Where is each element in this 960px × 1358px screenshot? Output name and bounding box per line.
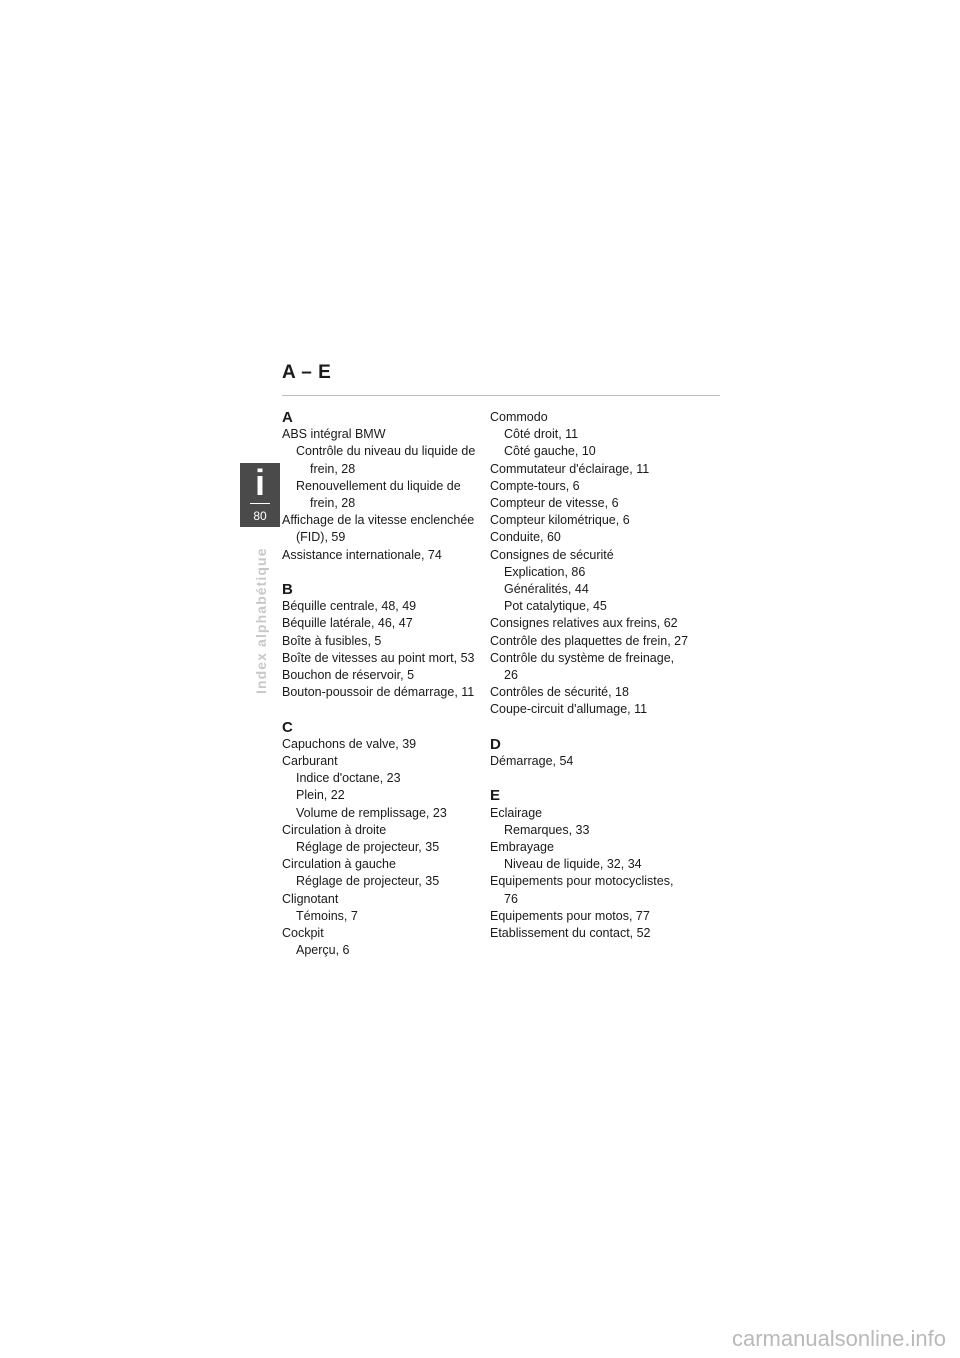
letter-heading: B — [282, 581, 293, 599]
index-subentry: Contrôle du niveau du liquide de frein, 28 — [296, 444, 476, 476]
index-subentry: Réglage de projecteur, 35 — [296, 874, 440, 889]
index-subentry: Côté gauche, 10 — [504, 444, 596, 459]
index-subentry: Aperçu, 6 — [296, 943, 350, 958]
index-entry: Contrôle des plaquettes de frein, 27 — [490, 633, 689, 648]
index-entry: Bouchon de réservoir, 5 — [282, 668, 415, 683]
index-entry: Consignes relatives aux freins, 62 — [490, 616, 678, 631]
index-entry: Compteur kilométrique, 6 — [490, 513, 630, 528]
index-group — [282, 719, 482, 960]
index-entry: Compte-tours, 6 — [490, 478, 580, 493]
index-subentry: Remarques, 33 — [504, 822, 590, 837]
index-entry: Consignes de sécurité — [490, 547, 614, 562]
index-entry: Etablissement du contact, 52 — [490, 926, 651, 941]
index-entry: Démarrage, 54 — [490, 754, 574, 769]
letter-heading: D — [490, 735, 501, 753]
index-entry: Compteur de vitesse, 6 — [490, 496, 619, 511]
info-icon: i — [254, 462, 265, 503]
letter-heading: E — [490, 787, 501, 805]
index-group — [490, 409, 690, 719]
index-entry: ABS intégral BMW — [282, 427, 386, 442]
index-entry: Equipements pour motos, 77 — [490, 908, 650, 923]
index-entry: Conduite, 60 — [490, 530, 561, 545]
index-entry: Contrôle du système de freinage, 26 — [490, 650, 675, 683]
index-subentry: Volume de remplissage, 23 — [296, 805, 447, 820]
index-entry: Boîte à fusibles, 5 — [282, 633, 382, 648]
page-title: A – E — [282, 362, 332, 383]
index-entry: Commodo — [490, 410, 548, 424]
section-label: Index alphabétique — [253, 547, 269, 694]
watermark: carmanualsonline.info — [731, 1326, 946, 1351]
index-entry: Circulation à gauche — [282, 857, 396, 872]
index-group — [282, 409, 482, 564]
index-entry: Commutateur d'éclairage, 11 — [490, 461, 650, 476]
index-subentry: Plein, 22 — [296, 788, 345, 803]
index-entry: Cockpit — [282, 926, 324, 941]
section-tab — [240, 463, 280, 527]
index-subentry: Indice d'octane, 23 — [296, 771, 401, 786]
index-group — [490, 736, 690, 770]
tab-divider — [250, 503, 270, 504]
index-subentry: Renouvellement du liquide de frein, 28 — [296, 478, 461, 511]
index-column-right — [490, 409, 690, 959]
page-number: 80 — [253, 509, 267, 523]
letter-heading: A — [282, 409, 293, 426]
index-subentry: Niveau de liquide, 32, 34 — [504, 857, 642, 872]
index-entry: Circulation à droite — [282, 822, 387, 837]
index-subentry: Réglage de projecteur, 35 — [296, 840, 440, 855]
letter-heading: C — [282, 718, 293, 736]
index-group — [282, 581, 482, 701]
index-subentry: Explication, 86 — [504, 564, 586, 579]
index-subentry: Pot catalytique, 45 — [504, 599, 607, 614]
index-entry: Bouton-poussoir de démarrage, 11 — [282, 685, 475, 700]
index-entry: Carburant — [282, 754, 338, 769]
index-subentry: Côté droit, 11 — [504, 427, 579, 442]
index-entry: Contrôles de sécurité, 18 — [490, 685, 629, 700]
index-entry: Assistance internationale, 74 — [282, 547, 442, 562]
index-entry: Embrayage — [490, 840, 554, 855]
title-divider — [282, 395, 720, 396]
index-entry: Affichage de la vitesse enclenchée (FID), 59 — [282, 513, 475, 545]
index-entry: Boîte de vitesses au point mort, 53 — [282, 650, 475, 665]
index-entry: Béquille centrale, 48, 49 — [282, 599, 417, 614]
index-group — [490, 787, 690, 942]
index-entry: Equipements pour motocyclistes, 76 — [490, 874, 674, 906]
index-subentry: Généralités, 44 — [504, 582, 589, 597]
index-entry: Coupe-circuit d'allumage, 11 — [490, 702, 648, 717]
index-entry: Béquille latérale, 46, 47 — [282, 616, 413, 631]
index-subentry: Témoins, 7 — [296, 908, 358, 923]
index-entry: Clignotant — [282, 891, 339, 906]
index-entry: Capuchons de valve, 39 — [282, 736, 417, 751]
index-column-left — [282, 409, 482, 977]
index-entry: Eclairage — [490, 805, 543, 820]
